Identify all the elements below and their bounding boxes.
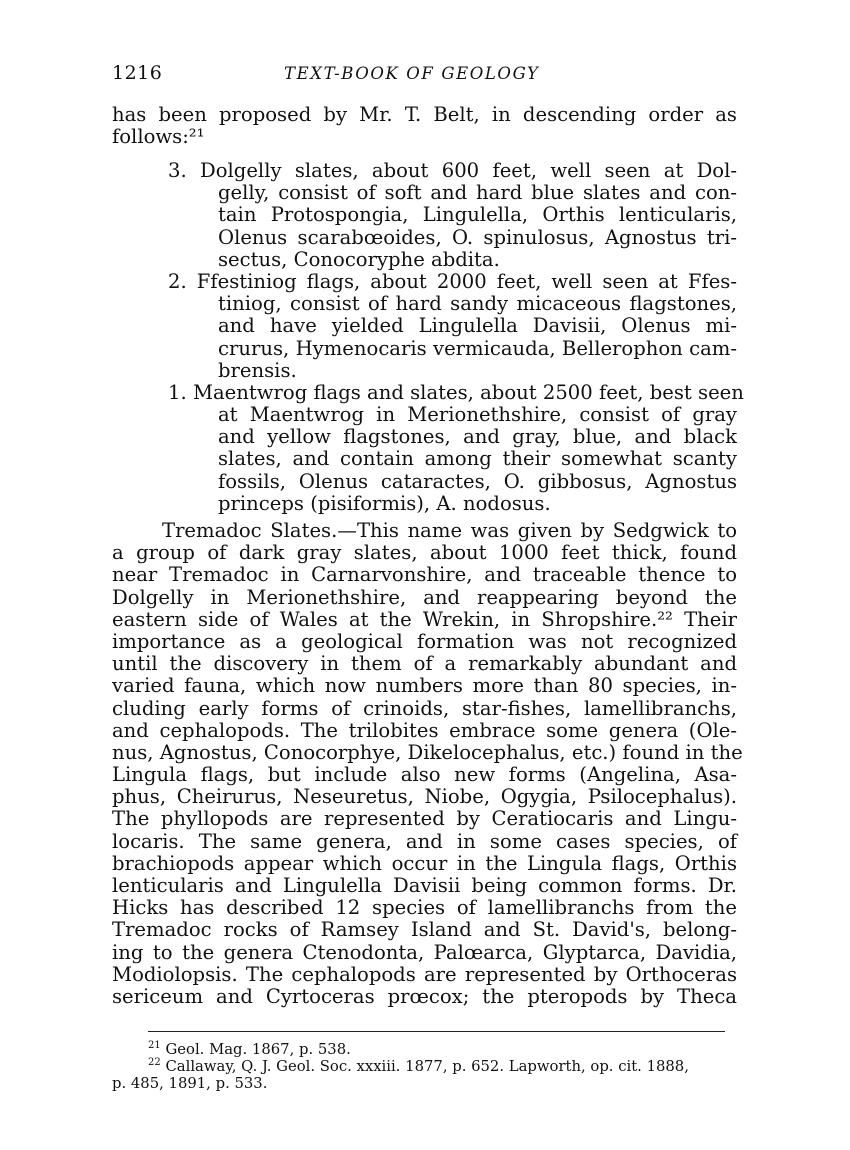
list-item-line: at Maentwrog in Merionethshire, consist of gray (218, 403, 737, 427)
list-item-line: sectus, Conocoryphe abdita. (218, 247, 500, 271)
footnote-mark: 22 (148, 1057, 161, 1068)
running-title: TEXT-BOOK OF GEOLOGY (284, 64, 540, 83)
paragraph-line: locaris. The same genera, and in some cases species, of (112, 829, 737, 853)
paragraph-line: nus, Agnostus, Conocorphye, Dikelocephalus, etc.) found in the (112, 740, 743, 764)
list-item-line: tiniog, consist of hard sandy micaceous flagstones, (218, 292, 737, 316)
intro-text (112, 104, 737, 148)
list-item-line: Olenus scarabœoides, O. spinulosus, Agnostus tri- (218, 225, 737, 249)
list-item-text: Ffestiniog flags, about 2000 feet, well seen at Ffes- (196, 269, 737, 293)
footnote-22 (148, 1058, 737, 1075)
paragraph-line: importance as a geological formation was not recognized (112, 629, 737, 653)
paragraph-line: eastern side of Wales at the Wrekin, in Shropshire.²² Their (112, 607, 737, 631)
list-item-text: Dolgelly slates, about 600 feet, well seen at Dol- (200, 159, 737, 182)
paragraph-line: Dolgelly in Merionethshire, and reappearing beyond the (112, 585, 737, 609)
list-item-first-line (112, 380, 744, 404)
page-number: 1216 (112, 62, 163, 84)
footnote-divider (148, 1031, 725, 1032)
paragraph-line: until the discovery in them of a remarkably abundant and (112, 652, 737, 676)
text-line: follows:²¹ (112, 125, 205, 149)
list-item-line: and yellow flagstones, and gray, blue, and black (218, 425, 737, 449)
paragraph-line: Lingula flags, but include also new forms (Angelina, Asa- (112, 763, 737, 787)
tremadoc-paragraph (112, 519, 743, 1008)
list-item-line: brensis. (218, 358, 297, 382)
paragraph-line: a group of dark gray slates, about 1000 feet thick, found (112, 541, 737, 565)
paragraph-line: varied fauna, which now numbers more than 80 species, in- (112, 674, 737, 698)
paragraph-line: brachiopods appear which occur in the Lingula flags, Orthis (112, 851, 737, 875)
list-item-line: and have yielded Lingulella Davisii, Olenus mi- (218, 314, 737, 338)
paragraph-line: Modiolopsis. The cephalopods are represented by Orthoceras (112, 962, 737, 986)
list-number: 1. (168, 380, 193, 404)
footnote-text: Callaway, Q. J. Geol. Soc. xxxiii. 1877, p. 652. Lapworth, op. cit. 1888, (165, 1058, 689, 1075)
page-header (112, 62, 737, 88)
paragraph-line: The phyllopods are represented by Ceratiocaris and Lingu- (112, 807, 737, 831)
list-item-line: crurus, Hymenocaris vermicauda, Bellerophon cam- (218, 336, 737, 360)
paragraph-line: sericeum and Cyrtoceras prœcox; the pteropods by Theca (112, 984, 737, 1008)
footnote-mark: 21 (148, 1040, 161, 1051)
list-item-line: fossils, Olenus cataractes, O. gibbosus, Agnostus (218, 469, 737, 493)
paragraph-line: ing to the genera Ctenodonta, Palœarca, Glyptarca, Davidia, (112, 940, 737, 964)
paragraph-line: phus, Cheirurus, Neseuretus, Niobe, Ogygia, Psilocephalus). (112, 785, 737, 809)
list-item-first-line (112, 160, 737, 182)
paragraph-line: Hicks has described 12 species of lamellibranchs from the (112, 896, 737, 920)
list-number: 2. (168, 269, 197, 293)
list-item-line: gelly, consist of soft and hard blue slates and con- (218, 181, 737, 205)
paragraph-line: and cephalopods. The trilobites embrace some genera (Ole- (112, 718, 737, 742)
list-item-line: princeps (pisiformis), A. nodosus. (218, 491, 551, 515)
footnote-text: Geol. Mag. 1867, p. 538. (165, 1041, 351, 1058)
paragraph-line: near Tremadoc in Carnarvonshire, and traceable thence to (112, 563, 737, 587)
list-item-first-line (112, 271, 737, 293)
footnote-22-continued (112, 1075, 737, 1092)
list-item-line: slates, and contain among their somewhat scanty (218, 447, 737, 471)
list-item-line: tain Protospongia, Lingulella, Orthis lenticularis, (218, 203, 737, 227)
paragraph-line: Tremadoc rocks of Ramsey Island and St. David's, belong- (112, 918, 737, 942)
footnote-text: p. 485, 1891, p. 533. (112, 1075, 268, 1092)
stratigraphic-list (112, 159, 744, 515)
list-number: 3. (168, 159, 201, 182)
paragraph-line: lenticularis and Lingulella Davisii being common forms. Dr. (112, 874, 737, 897)
text-line: has been proposed by Mr. T. Belt, in descending order as (112, 103, 737, 126)
paragraph-line: Tremadoc Slates.—This name was given by Sedgwick to (162, 519, 737, 542)
list-item-text: Maentwrog flags and slates, about 2500 feet, best seen (192, 380, 744, 404)
paragraph-line: cluding early forms of crinoids, star-fishes, lamellibranchs, (112, 696, 737, 720)
footnote-21 (148, 1041, 737, 1058)
